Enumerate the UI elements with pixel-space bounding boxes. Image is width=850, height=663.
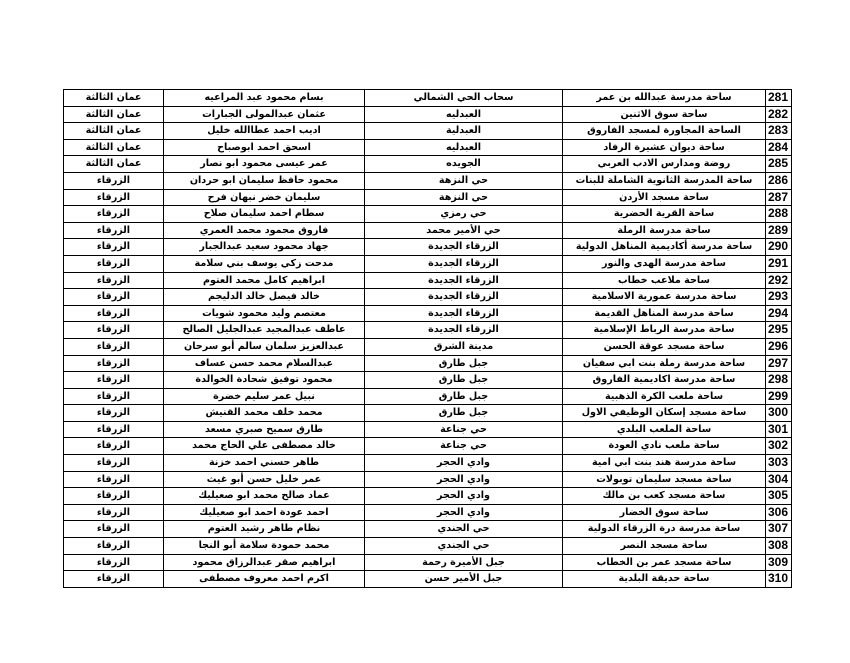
table-row — [64, 305, 792, 322]
city-cell: الزرقاء — [64, 338, 164, 355]
table-row — [64, 272, 792, 289]
site-cell: ساحة مدرسة الرملة — [563, 222, 766, 239]
area-cell: جبل الأمير حسن — [365, 571, 563, 588]
name-cell: عاطف عبدالمجيد عبدالجليل الصالح — [164, 322, 365, 339]
table-row — [64, 438, 792, 455]
city-cell: الزرقاء — [64, 388, 164, 405]
row-number-cell: 307 — [766, 521, 792, 538]
site-cell: ساحة مدرسة عبدالله بن عمر — [563, 90, 766, 107]
name-cell: بسام محمود عبد المراعيه — [164, 90, 365, 107]
area-cell: العبدلية — [365, 123, 563, 140]
name-cell: خالد فيصل خالد الدليجم — [164, 289, 365, 306]
city-cell: الزرقاء — [64, 554, 164, 571]
site-cell: ساحة مدرسة الهدى والنور — [563, 255, 766, 272]
table-row — [64, 255, 792, 272]
table-row — [64, 90, 792, 107]
site-cell: روضة ومدارس الادب العربي — [563, 156, 766, 173]
row-number-cell: 298 — [766, 372, 792, 389]
area-cell: العبدليه — [365, 106, 563, 123]
row-number-cell: 286 — [766, 172, 792, 189]
table-row — [64, 405, 792, 422]
site-cell: ساحة مسجد النصر — [563, 538, 766, 555]
row-number-cell: 306 — [766, 504, 792, 521]
name-cell: سليمان خضر نبهان فرح — [164, 189, 365, 206]
table-row — [64, 322, 792, 339]
name-cell: نظام طاهر رشيد العتوم — [164, 521, 365, 538]
row-number-cell: 308 — [766, 538, 792, 555]
site-cell: ساحة ملعب الكرة الذهبية — [563, 388, 766, 405]
city-cell: الزرقاء — [64, 504, 164, 521]
city-cell: عمان الثالثة — [64, 156, 164, 173]
table-row — [64, 538, 792, 555]
city-cell: الزرقاء — [64, 405, 164, 422]
name-cell: طارق سميح صبري مسعد — [164, 421, 365, 438]
city-cell: الزرقاء — [64, 189, 164, 206]
row-number-cell: 301 — [766, 421, 792, 438]
area-cell: حي الأمير محمد — [365, 222, 563, 239]
site-cell: ساحة مسجد سليمان توبولات — [563, 471, 766, 488]
city-cell: الزرقاء — [64, 521, 164, 538]
area-cell: وادي الحجر — [365, 455, 563, 472]
table-row — [64, 455, 792, 472]
site-cell: ساحة مسجد إسكان الوظيفي الاول — [563, 405, 766, 422]
city-cell: الزرقاء — [64, 538, 164, 555]
city-cell: الزرقاء — [64, 206, 164, 223]
site-cell: ساحة حديقة البلدية — [563, 571, 766, 588]
sites-table-body — [64, 90, 792, 588]
table-row — [64, 355, 792, 372]
name-cell: احمد عودة احمد ابو صعيليك — [164, 504, 365, 521]
area-cell: حي الجندي — [365, 521, 563, 538]
table-row — [64, 222, 792, 239]
name-cell: عمر خليل حسن أبو غيث — [164, 471, 365, 488]
area-cell: جبل طارق — [365, 405, 563, 422]
name-cell: محمد خلف محمد القنيش — [164, 405, 365, 422]
site-cell: ساحة مدرسة اكاديمية الفاروق — [563, 372, 766, 389]
site-cell: ساحة مدرسة أكاديمية المناهل الدولية — [563, 239, 766, 256]
row-number-cell: 299 — [766, 388, 792, 405]
site-cell: ساحة مدرسة رملة بنت ابي سفيان — [563, 355, 766, 372]
area-cell: العبدليه — [365, 139, 563, 156]
table-row — [64, 421, 792, 438]
row-number-cell: 294 — [766, 305, 792, 322]
site-cell: ساحة القرية الحضرية — [563, 206, 766, 223]
city-cell: الزرقاء — [64, 421, 164, 438]
area-cell: الزرقاء الجديدة — [365, 239, 563, 256]
table-row — [64, 554, 792, 571]
table-row — [64, 521, 792, 538]
row-number-cell: 293 — [766, 289, 792, 306]
table-row — [64, 106, 792, 123]
city-cell: عمان الثالثة — [64, 123, 164, 140]
row-number-cell: 281 — [766, 90, 792, 107]
row-number-cell: 304 — [766, 471, 792, 488]
table-row — [64, 206, 792, 223]
site-cell: ساحة ملعب نادي العودة — [563, 438, 766, 455]
city-cell: الزرقاء — [64, 438, 164, 455]
table-row — [64, 338, 792, 355]
name-cell: فاروق محمود محمد العمري — [164, 222, 365, 239]
city-cell: الزرقاء — [64, 471, 164, 488]
name-cell: محمود حافظ سليمان ابو حردان — [164, 172, 365, 189]
row-number-cell: 297 — [766, 355, 792, 372]
area-cell: وادي الحجر — [365, 471, 563, 488]
city-cell: الزرقاء — [64, 355, 164, 372]
area-cell: الجويده — [365, 156, 563, 173]
area-cell: حي النزهة — [365, 189, 563, 206]
table-row — [64, 172, 792, 189]
row-number-cell: 292 — [766, 272, 792, 289]
row-number-cell: 309 — [766, 554, 792, 571]
table-row — [64, 239, 792, 256]
table-row — [64, 189, 792, 206]
site-cell: ساحة المدرسة الثانوية الشاملة للبنات — [563, 172, 766, 189]
site-cell: ساحة مسجد كعب بن مالك — [563, 488, 766, 505]
area-cell: حي النزهة — [365, 172, 563, 189]
site-cell: ساحة الملعب البلدي — [563, 421, 766, 438]
city-cell: الزرقاء — [64, 488, 164, 505]
area-cell: حي الجندي — [365, 538, 563, 555]
table-row — [64, 156, 792, 173]
row-number-cell: 303 — [766, 455, 792, 472]
name-cell: سطام احمد سليمان صلاح — [164, 206, 365, 223]
site-cell: ساحة ديوان عشيرة الرفاد — [563, 139, 766, 156]
table-row — [64, 571, 792, 588]
city-cell: الزرقاء — [64, 455, 164, 472]
area-cell: الزرقاء الجديدة — [365, 305, 563, 322]
city-cell: الزرقاء — [64, 172, 164, 189]
table-row — [64, 488, 792, 505]
row-number-cell: 305 — [766, 488, 792, 505]
area-cell: وادي الحجر — [365, 488, 563, 505]
name-cell: عثمان عبدالمولى الجبارات — [164, 106, 365, 123]
city-cell: الزرقاء — [64, 272, 164, 289]
name-cell: عبدالسلام محمد حسن عساف — [164, 355, 365, 372]
table-row — [64, 139, 792, 156]
name-cell: نبيل عمر سليم خضرة — [164, 388, 365, 405]
area-cell: سحاب الحي الشمالي — [365, 90, 563, 107]
table-row — [64, 123, 792, 140]
name-cell: طاهر حسني احمد خزنة — [164, 455, 365, 472]
city-cell: الزرقاء — [64, 305, 164, 322]
row-number-cell: 284 — [766, 139, 792, 156]
site-cell: ساحة مدرسة درة الزرقاء الدولية — [563, 521, 766, 538]
area-cell: الزرقاء الجديدة — [365, 322, 563, 339]
name-cell: ابراهيم صقر عبدالرزاق محمود — [164, 554, 365, 571]
name-cell: اكرم احمد معروف مصطفى — [164, 571, 365, 588]
name-cell: عماد صالح محمد ابو صعيليك — [164, 488, 365, 505]
city-cell: الزرقاء — [64, 372, 164, 389]
site-cell: ساحة سوق الاثنين — [563, 106, 766, 123]
area-cell: حي جناعة — [365, 421, 563, 438]
table-row — [64, 372, 792, 389]
document-page — [63, 89, 791, 588]
name-cell: معتصم وليد محمود شويات — [164, 305, 365, 322]
site-cell: ساحة مدرسة هند بنت ابي امية — [563, 455, 766, 472]
name-cell: اسحق احمد ابوصباح — [164, 139, 365, 156]
table-row — [64, 471, 792, 488]
area-cell: وادي الحجر — [365, 504, 563, 521]
table-row — [64, 504, 792, 521]
row-number-cell: 290 — [766, 239, 792, 256]
name-cell: جهاد محمود سعيد عبدالجبار — [164, 239, 365, 256]
area-cell: جبل طارق — [365, 372, 563, 389]
row-number-cell: 287 — [766, 189, 792, 206]
area-cell: جبل طارق — [365, 355, 563, 372]
sites-table — [63, 89, 792, 588]
site-cell: ساحة مدرسة المناهل القديمة — [563, 305, 766, 322]
name-cell: ابراهيم كامل محمد العتوم — [164, 272, 365, 289]
area-cell: الزرقاء الجديدة — [365, 289, 563, 306]
city-cell: الزرقاء — [64, 322, 164, 339]
table-row — [64, 388, 792, 405]
area-cell: حي رمزي — [365, 206, 563, 223]
name-cell: عبدالعزيز سلمان سالم أبو سرحان — [164, 338, 365, 355]
row-number-cell: 300 — [766, 405, 792, 422]
site-cell: ساحة مسجد الأردن — [563, 189, 766, 206]
area-cell: حي جناعة — [365, 438, 563, 455]
name-cell: عمر عيسى محمود ابو نصار — [164, 156, 365, 173]
row-number-cell: 288 — [766, 206, 792, 223]
row-number-cell: 283 — [766, 123, 792, 140]
row-number-cell: 310 — [766, 571, 792, 588]
area-cell: جبل طارق — [365, 388, 563, 405]
row-number-cell: 291 — [766, 255, 792, 272]
site-cell: الساحة المجاورة لمسجد الفاروق — [563, 123, 766, 140]
site-cell: ساحة مسجد عمر بن الخطاب — [563, 554, 766, 571]
city-cell: الزرقاء — [64, 255, 164, 272]
name-cell: اديب احمد عطاالله خليل — [164, 123, 365, 140]
site-cell: ساحة ملاعب خطاب — [563, 272, 766, 289]
row-number-cell: 289 — [766, 222, 792, 239]
area-cell: مدينة الشرق — [365, 338, 563, 355]
row-number-cell: 285 — [766, 156, 792, 173]
area-cell: الزرقاء الجديدة — [365, 272, 563, 289]
row-number-cell: 302 — [766, 438, 792, 455]
city-cell: الزرقاء — [64, 222, 164, 239]
name-cell: خالد مصطفى علي الحاج محمد — [164, 438, 365, 455]
city-cell: عمان الثالثة — [64, 106, 164, 123]
name-cell: مدحت زكي يوسف بني سلامة — [164, 255, 365, 272]
row-number-cell: 282 — [766, 106, 792, 123]
row-number-cell: 295 — [766, 322, 792, 339]
site-cell: ساحة سوق الخضار — [563, 504, 766, 521]
row-number-cell: 296 — [766, 338, 792, 355]
city-cell: الزرقاء — [64, 239, 164, 256]
city-cell: الزرقاء — [64, 571, 164, 588]
table-row — [64, 289, 792, 306]
name-cell: محمود توفيق شحادة الخوالدة — [164, 372, 365, 389]
name-cell: محمد حمودة سلامة أبو النجا — [164, 538, 365, 555]
site-cell: ساحة مسجد عوقة الحسن — [563, 338, 766, 355]
area-cell: الزرقاء الجديدة — [365, 255, 563, 272]
city-cell: عمان الثالثة — [64, 90, 164, 107]
site-cell: ساحة مدرسة الرباط الإسلامية — [563, 322, 766, 339]
city-cell: عمان الثالثة — [64, 139, 164, 156]
site-cell: ساحة مدرسة عمورية الاسلامية — [563, 289, 766, 306]
area-cell: جبل الأميرة رحمة — [365, 554, 563, 571]
city-cell: الزرقاء — [64, 289, 164, 306]
